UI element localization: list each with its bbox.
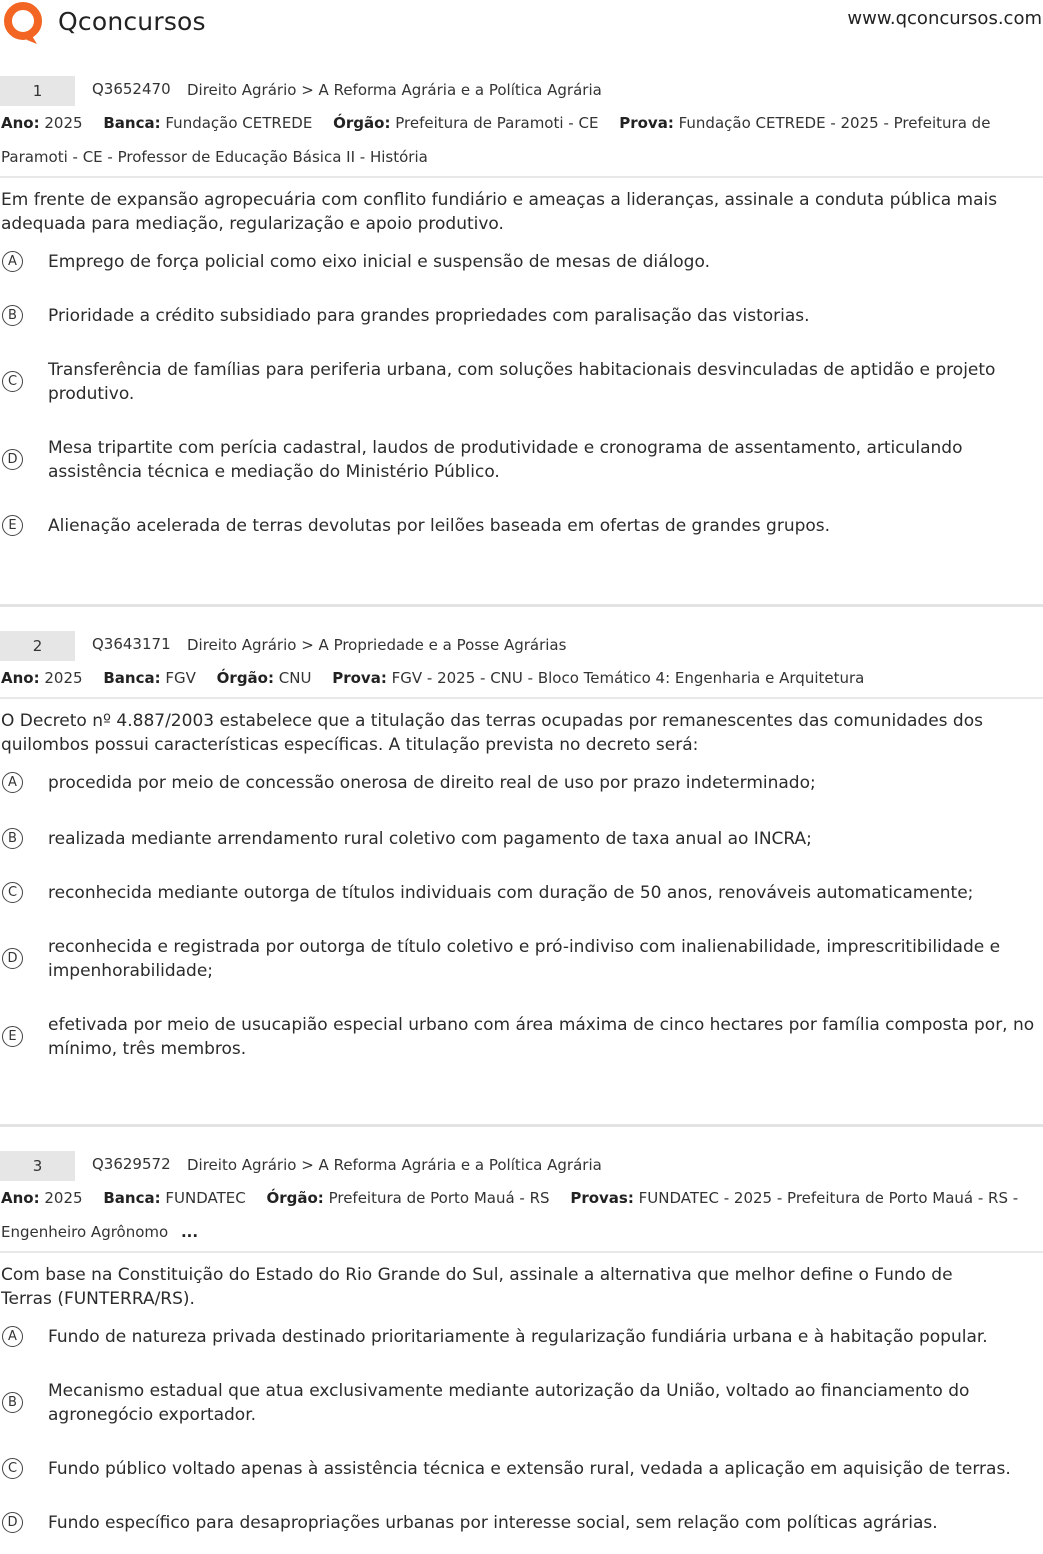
option-b[interactable] xyxy=(0,827,1043,851)
meta-banca: Banca: FUNDATEC xyxy=(103,1189,246,1207)
option-c[interactable] xyxy=(0,358,1043,406)
option-text: efetivada por meio de usucapião especial urbano com área máxima de cinco hectares por família composta por, no mínimo, três membros. xyxy=(48,1015,1035,1059)
qconcursos-logo-icon xyxy=(0,0,46,46)
question-separator xyxy=(0,1124,1043,1127)
meta-ano: Ano: 2025 xyxy=(1,669,83,687)
options-list xyxy=(0,1325,1043,1535)
question-statement: O Decreto nº 4.887/2003 estabelece que a titulação das terras ocupadas por remanescentes das comunidades dos quilombos possui características específicas. A titulação prevista no decreto será: xyxy=(1,711,983,755)
divider xyxy=(0,697,1043,699)
meta-ano: Ano: 2025 xyxy=(1,1189,83,1207)
option-letter-circle[interactable]: A xyxy=(2,772,23,793)
question-number: 1 xyxy=(0,76,75,106)
option-d[interactable] xyxy=(0,935,1043,983)
question-card xyxy=(0,76,1043,538)
option-letter-circle[interactable]: B xyxy=(2,1392,23,1413)
option-c[interactable] xyxy=(0,881,1043,905)
option-letter-circle[interactable]: D xyxy=(2,1512,23,1533)
option-letter-circle[interactable]: B xyxy=(2,305,23,326)
question-statement: Em frente de expansão agropecuária com conflito fundiário e ameaças a lideranças, assinale a conduta pública mais adequada para mediação, regularização e apoio produtivo. xyxy=(1,190,998,234)
option-letter-circle[interactable]: C xyxy=(2,1458,23,1479)
option-text: Prioridade a crédito subsidiado para grandes propriedades com paralisação das vistorias. xyxy=(48,306,810,326)
option-e[interactable] xyxy=(0,514,1043,538)
question-subject[interactable]: Direito Agrário > A Reforma Agrária e a Política Agrária xyxy=(187,1156,602,1174)
site-url[interactable]: www.qconcursos.com xyxy=(847,8,1042,29)
option-text: Transferência de famílias para periferia urbana, com soluções habitacionais desvinculadas de aptidão e projeto produtivo. xyxy=(48,360,996,404)
question-metadata xyxy=(0,1181,1043,1249)
option-text: reconhecida mediante outorga de títulos individuais com duração de 50 anos, renováveis automaticamente; xyxy=(48,883,974,903)
logo-text: Qconcursos xyxy=(58,7,206,36)
option-text: Mecanismo estadual que atua exclusivamente mediante autorização da União, voltado ao financiamento do agronegócio exportador. xyxy=(48,1381,970,1425)
question-topbar xyxy=(0,1151,1043,1181)
meta-banca: Banca: FGV xyxy=(103,669,196,687)
option-b[interactable] xyxy=(0,1379,1043,1427)
question-subject[interactable]: Direito Agrário > A Reforma Agrária e a Política Agrária xyxy=(187,81,602,99)
meta-ano: Ano: 2025 xyxy=(1,114,83,132)
option-letter-circle[interactable]: C xyxy=(2,882,23,903)
option-b[interactable] xyxy=(0,304,1043,328)
option-text: Fundo específico para desapropriações urbanas por interesse social, sem relação com políticas agrárias. xyxy=(48,1513,938,1533)
meta-banca: Banca: Fundação CETREDE xyxy=(103,114,313,132)
question-metadata xyxy=(0,661,1043,695)
more-provas-ellipsis[interactable]: ... xyxy=(180,1223,199,1241)
option-letter-circle[interactable]: C xyxy=(2,371,23,392)
option-letter-circle[interactable]: A xyxy=(2,1326,23,1347)
meta-orgao: Órgão: CNU xyxy=(216,669,312,687)
option-text: reconhecida e registrada por outorga de título coletivo e pró-indiviso com inalienabilidade, imprescritibilidade e impenhorabilidade; xyxy=(48,937,1001,981)
page-header xyxy=(0,0,1043,48)
question-number: 3 xyxy=(0,1151,75,1181)
question-statement: Com base na Constituição do Estado do Rio Grande do Sul, assinale a alternativa que melhor define o Fundo de Terras (FUNTERRA/RS). xyxy=(1,1265,953,1309)
option-letter-circle[interactable]: D xyxy=(2,948,23,969)
question-topbar xyxy=(0,631,1043,661)
option-letter-circle[interactable]: B xyxy=(2,828,23,849)
question-separator xyxy=(0,604,1043,607)
question-metadata xyxy=(0,106,1043,174)
option-d[interactable] xyxy=(0,1511,1043,1535)
option-letter-circle[interactable]: D xyxy=(2,449,23,470)
meta-orgao: Órgão: Prefeitura de Porto Mauá - RS xyxy=(266,1189,550,1207)
option-c[interactable] xyxy=(0,1457,1043,1481)
question-subject[interactable]: Direito Agrário > A Propriedade e a Posse Agrárias xyxy=(187,636,567,654)
option-a[interactable] xyxy=(0,1325,1043,1349)
meta-orgao: Órgão: Prefeitura de Paramoti - CE xyxy=(333,114,599,132)
question-topbar xyxy=(0,76,1043,106)
question-number: 2 xyxy=(0,631,75,661)
meta-prova: Prova: FGV - 2025 - CNU - Bloco Temático 4: Engenharia e Arquitetura xyxy=(332,669,865,687)
option-text: Mesa tripartite com perícia cadastral, laudos de produtividade e cronograma de assentamento, articulando assistência técnica e mediação do Ministério Público. xyxy=(48,438,963,482)
option-d[interactable] xyxy=(0,436,1043,484)
divider xyxy=(0,176,1043,178)
question-id[interactable]: Q3643171 xyxy=(92,635,171,653)
option-text: Fundo de natureza privada destinado prioritariamente à regularização fundiária urbana e à habitação popular. xyxy=(48,1327,988,1347)
question-id[interactable]: Q3652470 xyxy=(92,80,171,98)
option-text: procedida por meio de concessão onerosa de direito real de uso por prazo indeterminado; xyxy=(48,773,816,793)
option-e[interactable] xyxy=(0,1013,1043,1061)
option-letter-circle[interactable]: E xyxy=(2,1026,23,1047)
option-a[interactable] xyxy=(0,250,1043,274)
option-a[interactable] xyxy=(0,771,1043,795)
option-text: Alienação acelerada de terras devolutas por leilões baseada em ofertas de grandes grupos. xyxy=(48,516,831,536)
option-text: realizada mediante arrendamento rural coletivo com pagamento de taxa anual ao INCRA; xyxy=(48,829,812,849)
option-letter-circle[interactable]: A xyxy=(2,251,23,272)
divider xyxy=(0,1251,1043,1253)
qconcursos-logo[interactable] xyxy=(0,0,46,46)
options-list xyxy=(0,250,1043,538)
option-letter-circle[interactable]: E xyxy=(2,515,23,536)
option-text: Fundo público voltado apenas à assistência técnica e extensão rural, vedada a aplicação em aquisição de terras. xyxy=(48,1459,1011,1479)
meta-prova: Provas: FUNDATEC - 2025 - Prefeitura de Porto Mauá - RS - Engenheiro Agrônomo xyxy=(1,1189,1019,1241)
question-id[interactable]: Q3629572 xyxy=(92,1155,171,1173)
question-card xyxy=(0,1151,1043,1535)
options-list xyxy=(0,771,1043,1061)
option-text: Emprego de força policial como eixo inicial e suspensão de mesas de diálogo. xyxy=(48,252,710,272)
question-card xyxy=(0,631,1043,1061)
meta-prova: Prova: Fundação CETREDE - 2025 - Prefeitura de Paramoti - CE - Professor de Educação Básica II - História xyxy=(1,114,991,166)
